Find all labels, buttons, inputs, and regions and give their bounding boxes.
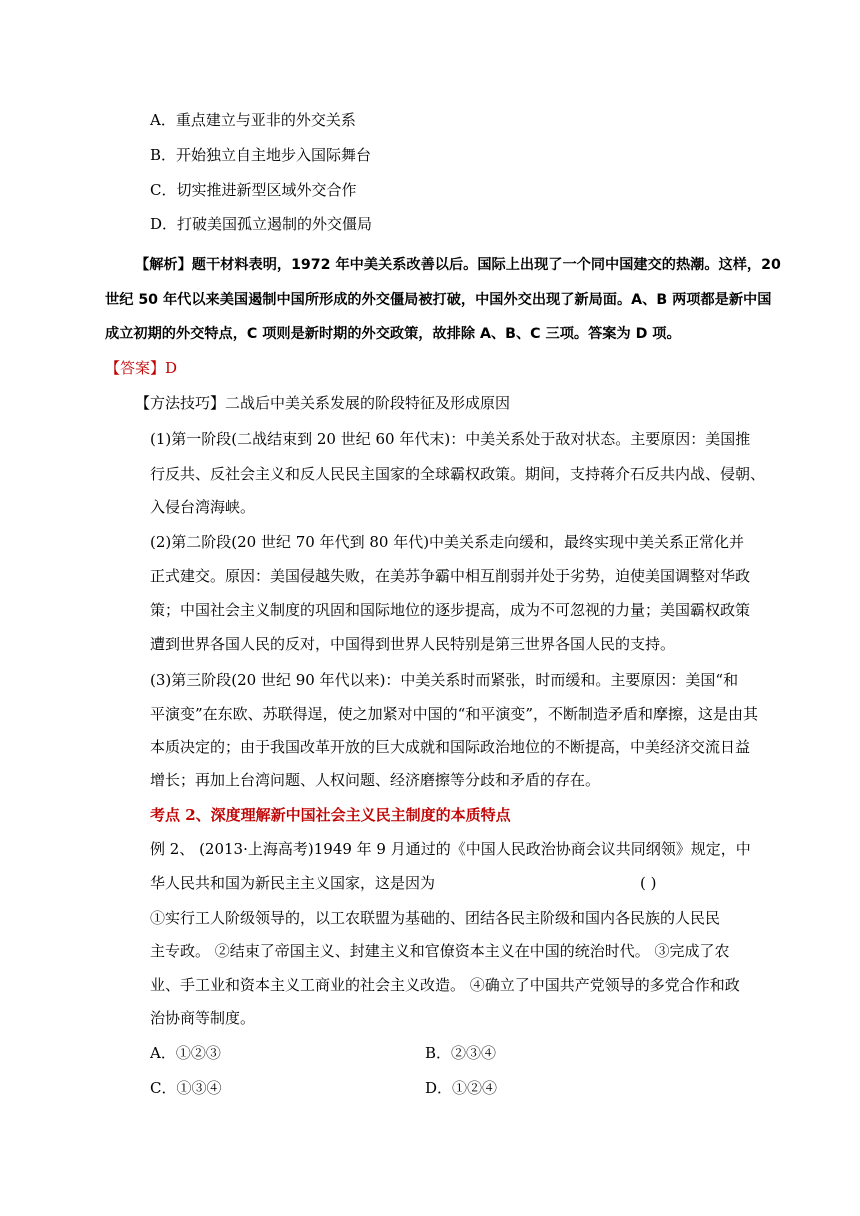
answer xyxy=(105,358,177,378)
example2-line-1: 例 2、 (2013·上海高考)1949 年 9 月通过的《中国人民政治协商会议共同纲领》规定，中 xyxy=(150,840,751,858)
stage1-line-2: 行反共、反社会主义和反人民民主国家的全球霸权政策。期间，支持蒋介石反共内战、侵朝、 xyxy=(150,465,766,483)
statement-line-3: 业、手工业和资本主义工商业的社会主义改造。 ④确立了中国共产党领导的多党合作和政 xyxy=(150,976,740,994)
example2-option-b: B．②③④ xyxy=(425,1044,497,1062)
option-d: D．打破美国孤立遏制的外交僵局 xyxy=(150,215,373,233)
example2-option-a: A．①②③ xyxy=(150,1044,221,1062)
statement-line-1: ①实行工人阶级领导的，以工农联盟为基础的、团结各民主阶级和国内各民族的人民民 xyxy=(150,909,721,927)
stage3-line-4: 增长；再加上台湾问题、人权问题、经济磨擦等分歧和矛盾的存在。 xyxy=(150,771,601,789)
option-b: B．开始独立自主地步入国际舞台 xyxy=(150,146,372,164)
analysis-line-2: 世纪 50 年代以来美国遏制中国所形成的外交僵局被打破，中国外交出现了新局面。A、B 两项都是新中国 xyxy=(105,292,772,308)
key-point-heading: 考点 2、深度理解新中国社会主义民主制度的本质特点 xyxy=(150,806,511,824)
stage3-line-2: 平演变”在东欧、苏联得逞，使之加紧对中国的“和平演变”，不断制造矛盾和摩擦，这是由其 xyxy=(150,705,759,723)
option-a: A．重点建立与亚非的外交关系 xyxy=(150,111,356,129)
stage1-line-3: 入侵台湾海峡。 xyxy=(150,498,256,516)
statement-line-2: 主专政。 ②结束了帝国主义、封建主义和官僚资本主义在中国的统治时代。 ③完成了农 xyxy=(150,942,730,960)
statement-line-4: 治协商等制度。 xyxy=(150,1009,256,1027)
stage2-line-1: (2)第二阶段(20 世纪 70 年代到 80 年代)中美关系走向缓和，最终实现中美关系正常化并 xyxy=(150,533,745,551)
stage2-line-3: 策；中国社会主义制度的巩固和国际地位的逐步提高，成为不可忽视的力量；美国霸权政策 xyxy=(150,601,751,619)
stage3-line-3: 本质决定的；由于我国改革开放的巨大成就和国际政治地位的不断提高，中美经济交流日益 xyxy=(150,738,751,756)
option-c: C．切实推进新型区域外交合作 xyxy=(150,181,357,199)
analysis-line-3: 成立初期的外交特点，C 项则是新时期的外交政策，故排除 A、B、C 三项。答案为 D 项。 xyxy=(105,326,681,342)
example2-option-d: D．①②④ xyxy=(425,1079,498,1097)
analysis-line-1: 【解析】题干材料表明，1972 年中美关系改善以后。国际上出现了一个同中国建交的热潮。这样，20 xyxy=(135,257,781,273)
method-title: 【方法技巧】二战后中美关系发展的阶段特征及形成原因 xyxy=(135,394,511,412)
answer-label: 【答案】 xyxy=(105,359,166,377)
example2-line-2: 华人民共和国为新民主主义国家，这是因为 xyxy=(150,874,436,892)
stage3-line-1: (3)第三阶段(20 世纪 90 年代以来)：中美关系时而紧张，时而缓和。主要原因：美国“和 xyxy=(150,671,739,689)
answer-value: D xyxy=(165,359,178,377)
example2-option-c: C．①③④ xyxy=(150,1079,222,1097)
example2-blank: ( ) xyxy=(640,874,657,892)
stage2-line-4: 遭到世界各国人民的反对，中国得到世界人民特别是第三世界各国人民的支持。 xyxy=(150,635,676,653)
stage2-line-2: 正式建交。原因：美国侵越失败，在美苏争霸中相互削弱并处于劣势，迫使美国调整对华政 xyxy=(150,567,751,585)
stage1-line-1: (1)第一阶段(二战结束到 20 世纪 60 年代末)：中美关系处于敌对状态。主要原因：美国推 xyxy=(150,430,751,448)
